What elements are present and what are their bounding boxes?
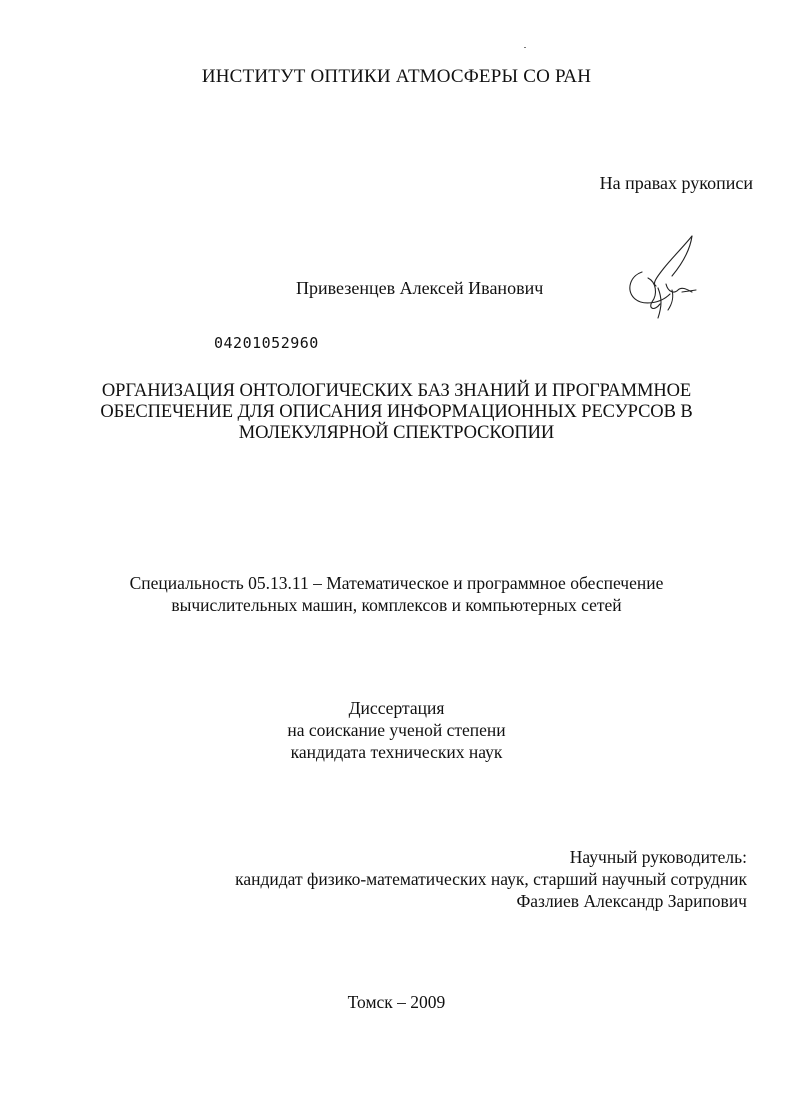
supervisor-line: Фазлиев Александр Зарипович: [516, 891, 747, 911]
degree-line: кандидата технических наук: [290, 742, 503, 762]
degree-block: [0, 697, 793, 763]
city-year: Томск – 2009: [347, 992, 446, 1012]
specialty-line: Специальность 05.13.11 – Математическое и программное обеспечение: [129, 573, 664, 593]
dissertation-title: [60, 381, 733, 444]
library-stamp-code: 04201052960: [214, 334, 319, 352]
manuscript-rights-note: На правах рукописи: [599, 173, 753, 193]
specialty-line: вычислительных машин, комплексов и компьютерных сетей: [171, 595, 622, 615]
supervisor-line: кандидат физико-математических наук, старший научный сотрудник: [235, 869, 747, 889]
institute-name: ИНСТИТУТ ОПТИКИ АТМОСФЕРЫ СО РАН: [201, 66, 592, 87]
title-line: МОЛЕКУЛЯРНОЙ СПЕКТРОСКОПИИ: [238, 423, 555, 443]
title-line: ОРГАНИЗАЦИЯ ОНТОЛОГИЧЕСКИХ БАЗ ЗНАНИЙ И ПРОГРАММНОЕ: [101, 381, 692, 401]
degree-line: Диссертация: [348, 698, 445, 718]
specialty-block: [0, 572, 793, 616]
title-line: ОБЕСПЕЧЕНИЕ ДЛЯ ОПИСАНИЯ ИНФОРМАЦИОННЫХ РЕСУРСОВ В: [100, 402, 693, 422]
signature-icon: [612, 232, 712, 324]
supervisor-line: Научный руководитель:: [569, 847, 747, 867]
author-name: Привезенцев Алексей Иванович: [296, 278, 544, 298]
scan-speck: [524, 47, 526, 48]
supervisor-block: [127, 846, 747, 912]
degree-line: на соискание ученой степени: [287, 720, 506, 740]
